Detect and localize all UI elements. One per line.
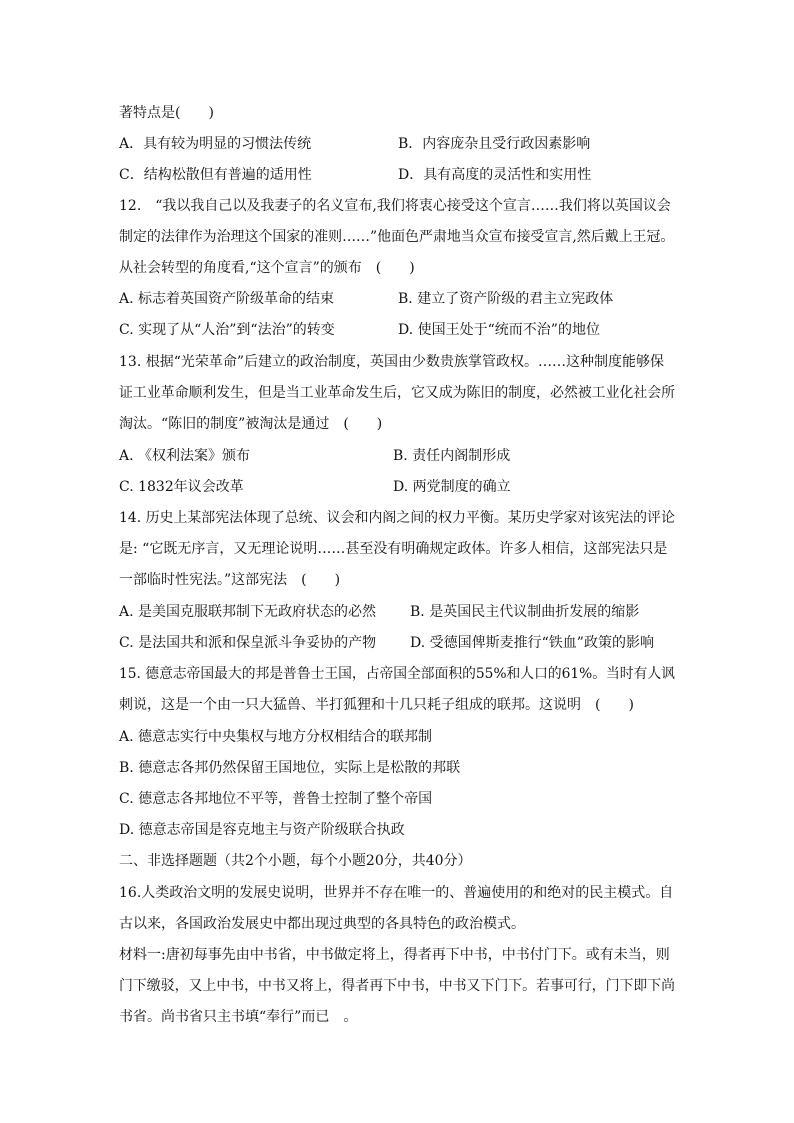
q13-option-d: D. 两党制度的确立 xyxy=(393,479,511,495)
q12-stem-line3: 从社会转型的角度看,“这个宣言”的颁布 ( ) xyxy=(119,260,415,276)
q12-option-c: C. 实现了从“人治”到“法治”的转变 xyxy=(119,322,335,338)
q11-option-a: A．具有较为明显的习惯法传统 xyxy=(119,136,312,152)
q14-stem-line3: 一部临时性宪法。”这部宪法 ( ) xyxy=(119,572,341,588)
q13-option-a: A. 《权利法案》颁布 xyxy=(119,448,251,464)
q12-option-a: A. 标志着英国资产阶级革命的结束 xyxy=(119,291,335,307)
q12-stem-line1: 12. “我以我自己以及我妻子的名义宣布,我们将衷心接受这个宣言……我们将以英国议会 xyxy=(119,198,671,214)
q11-stem-end: 著特点是( ) xyxy=(119,105,214,121)
q14-stem-line1: 14. 历史上某部宪法体现了总统、议会和内阁之间的权力平衡。某历史学家对该宪法的评论 xyxy=(119,510,675,526)
q16-material1-line1: 材料一:唐初每事先由中书省，中书做定将上，得者再下中书，中书付门下。或有未当，则 xyxy=(119,947,670,963)
q12-stem-line2: 制定的法律作为治理这个国家的准则……”他面色严肃地当众宣布接受宣言,然后戴上王冠。 xyxy=(119,229,675,245)
q16-stem-line2: 古以来，各国政治发展史中都出现过典型的各具特色的政治模式。 xyxy=(119,916,525,932)
q11-option-d: D．具有高度的灵活性和实用性 xyxy=(398,167,592,183)
q15-option-d: D. 德意志帝国是容克地主与资产阶级联合执政 xyxy=(119,822,405,838)
q15-option-a: A. 德意志实行中央集权与地方分权相结合的联邦制 xyxy=(119,729,433,745)
q15-stem-line2: 刺说，这是一个由一只大猛兽、半打狐狸和十几只耗子组成的联邦。这说明 ( ) xyxy=(119,697,634,713)
q14-option-c: C. 是法国共和派和保皇派斗争妥协的产物 xyxy=(119,635,377,651)
q12-option-d: D. 使国王处于“统而不治”的地位 xyxy=(398,322,600,338)
q15-option-b: B. 德意志各邦仍然保留王国地位，实际上是松散的邦联 xyxy=(119,760,461,776)
q13-option-c: C. 1832年议会改革 xyxy=(119,479,244,495)
q14-option-b: B. 是英国民主代议制曲折发展的缩影 xyxy=(410,604,640,620)
q15-stem-line1: 15. 德意志帝国最大的邦是普鲁士王国，占帝国全部面积的55%和人口的61%。当时有人讽 xyxy=(119,666,675,682)
q11-option-c: C．结构松散但有普遍的适用性 xyxy=(119,167,312,183)
q16-material1-line2: 门下缴驳，又上中书，中书又将上，得者再下中书，中书又下门下。若事可行，门下即下尚 xyxy=(119,978,676,994)
q13-option-b: B. 责任内阁制形成 xyxy=(393,448,511,464)
q14-stem-line2: 是: “它既无序言，又无理论说明……甚至没有明确规定政体。许多人相信，这部宪法只是 xyxy=(119,541,668,557)
section-heading-non-choice: 二、非选择题题（共2个小题，每个小题20分，共40分） xyxy=(119,853,472,869)
q16-material1-line3: 书省。尚书省只主书填“奉行”而已 。 xyxy=(119,1009,358,1025)
q14-option-d: D. 受德国俾斯麦推行“铁血”政策的影响 xyxy=(410,635,654,651)
q12-option-b: B. 建立了资产阶级的君主立宪政体 xyxy=(398,291,614,307)
q14-option-a: A. 是美国克服联邦制下无政府状态的必然 xyxy=(119,604,377,620)
q13-stem-line3: 淘汰。“陈旧的制度”被淘汰是通过 ( ) xyxy=(119,416,383,432)
q13-stem-line1: 13. 根据“光荣革命”后建立的政治制度，英国由少数贵族掌管政权。……这种制度能够保 xyxy=(119,354,665,370)
q15-option-c: C. 德意志各邦地位不平等，普鲁士控制了整个帝国 xyxy=(119,791,433,807)
q11-option-b: B．内容庞杂且受行政因素影响 xyxy=(398,136,591,152)
q16-stem-line1: 16.人类政治文明的发展史说明，世界并不存在唯一的、普遍使用的和绝对的民主模式。自 xyxy=(119,885,674,901)
q13-stem-line2: 证工业革命顺利发生，但是当工业革命发生后，它又成为陈旧的制度，必然被工业化社会所 xyxy=(119,385,676,401)
